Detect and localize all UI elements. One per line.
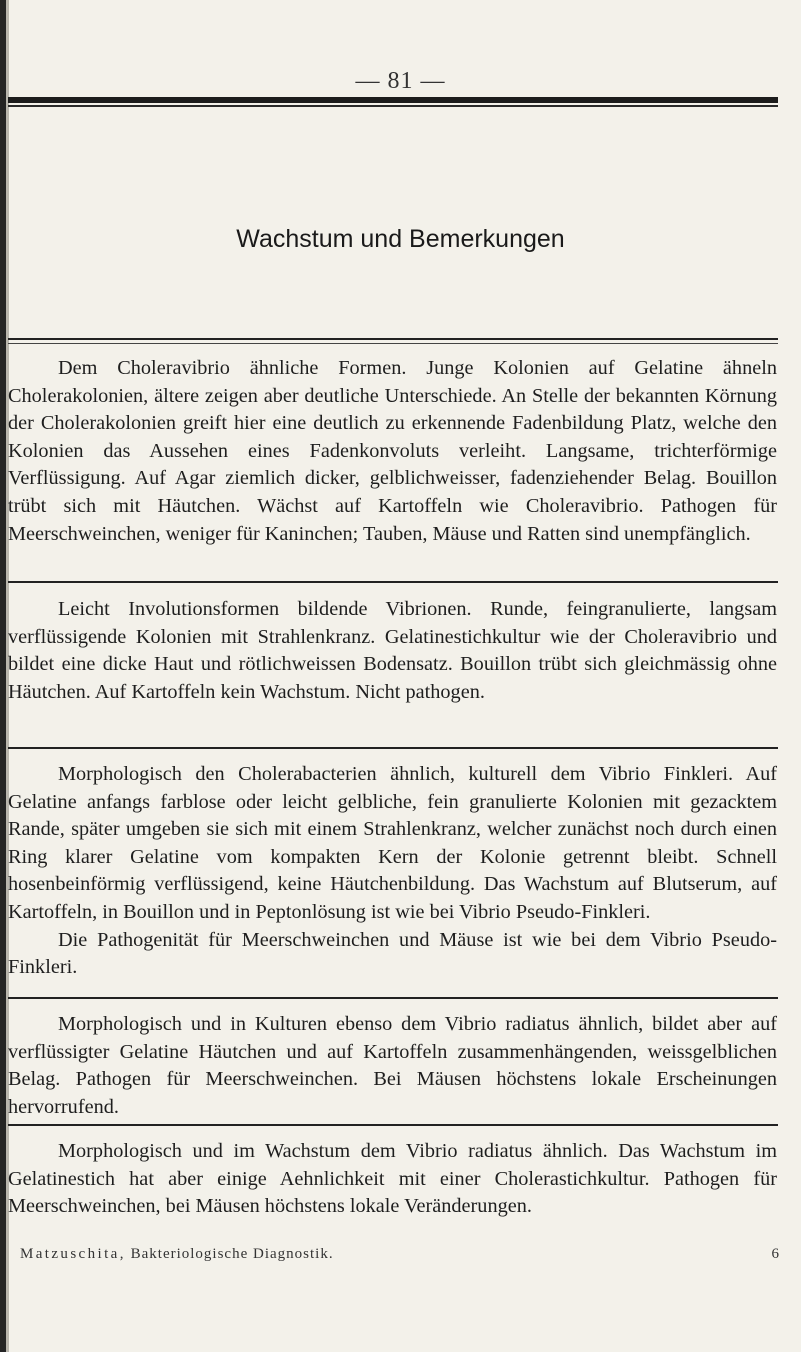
header-separator-rule	[8, 338, 778, 340]
column-heading: Wachstum und Bemerkungen	[236, 225, 565, 253]
entry-4-text: Morphologisch und in Kulturen ebenso dem Vibrio radiatus ähnlich, bildet aber auf verflüssigter Gelatine Häutchen und auf Kartoffeln zusammenhängenden, weissgelblichen Belag. Pathogen für Meerschweinchen. Bei Mäusen höchstens lokale Erscheinungen hervorrufend.	[8, 1013, 777, 1118]
entry-3	[8, 761, 777, 982]
footer-author: Matzuschita,	[20, 1246, 126, 1262]
entry-5-text: Morphologisch und im Wachstum dem Vibrio radiatus ähnlich. Das Wachstum im Gelatinestich hat aber einige Aehnlichkeit mit einer Cholerastichkultur. Pathogen für Meerschweinchen, bei Mäusen höchstens lokale Veränderungen.	[8, 1140, 777, 1218]
page-number: — 81 —	[355, 68, 446, 94]
entry-4	[8, 1011, 777, 1121]
footer-sheet-number: 6	[771, 1246, 780, 1262]
header-separator-rule-inner	[8, 343, 778, 344]
signature-footer	[20, 1246, 780, 1263]
entry-2	[8, 596, 777, 706]
table-top-rule-inner	[8, 105, 778, 107]
entry-separator-rule	[8, 997, 778, 999]
entry-1	[8, 355, 777, 548]
entry-separator-rule	[8, 1124, 778, 1126]
entry-1-text: Dem Choleravibrio ähnliche Formen. Junge Kolonien auf Gelatine ähneln Cholerakolonien, ältere zeigen aber deutliche Unterschiede. An Stelle der bekannten Körnung der Cholerakolonien greift hier eine deutlich zu erkennende Fadenbildung Platz, welche den Kolonien das Aussehen eines Fadenkonvoluts verleiht. Langsame, trichterförmige Verflüssigung. Auf Agar ziemlich dicker, gelblichweisser, fadenziehender Belag. Bouillon trübt sich mit Häutchen. Wächst auf Kartoffeln wie Choleravibrio. Pathogen für Meerschweinchen, weniger für Kaninchen; Tauben, Mäuse und Ratten sind unempfänglich.	[8, 357, 777, 545]
entry-3-text: Morphologisch den Cholerabacterien ähnlich, kulturell dem Vibrio Finkleri. Auf Gelatine anfangs farblose oder leicht gelbliche, fein granulierte Kolonien mit gezacktem Rande, später umgeben sie sich mit einem Strahlenkranz, welcher zunächst noch durch einen Ring klarer Gelatine vom kompakten Kern der Kolonie getrennt bleibt. Schnell hosenbeinförmig verflüssigend, keine Häutchenbildung. Das Wachstum auf Blutserum, auf Kartoffeln, in Bouillon und in Peptonlösung ist wie bei Vibrio Pseudo-Finkleri.	[8, 763, 777, 923]
footer-title: Bakteriologische Diagnostik.	[130, 1246, 334, 1262]
entry-5	[8, 1138, 777, 1221]
entry-separator-rule	[8, 747, 778, 749]
entry-2-text: Leicht Involutionsformen bildende Vibrionen. Runde, feingranulierte, langsam verflüssigende Kolonien mit Strahlenkranz. Gelatinestichkultur wie der Choleravibrio und bildet eine dicke Haut und rötlichweissen Bodensatz. Bouillon trübt sich gleichmässig ohne Häutchen. Auf Kartoffeln kein Wachstum. Nicht pathogen.	[8, 598, 777, 703]
table-top-rule	[8, 97, 778, 103]
entry-separator-rule	[8, 581, 778, 583]
entry-3-text-2: Die Pathogenität für Meerschweinchen und Mäuse ist wie bei dem Vibrio Pseudo-Finkleri.	[8, 928, 777, 979]
